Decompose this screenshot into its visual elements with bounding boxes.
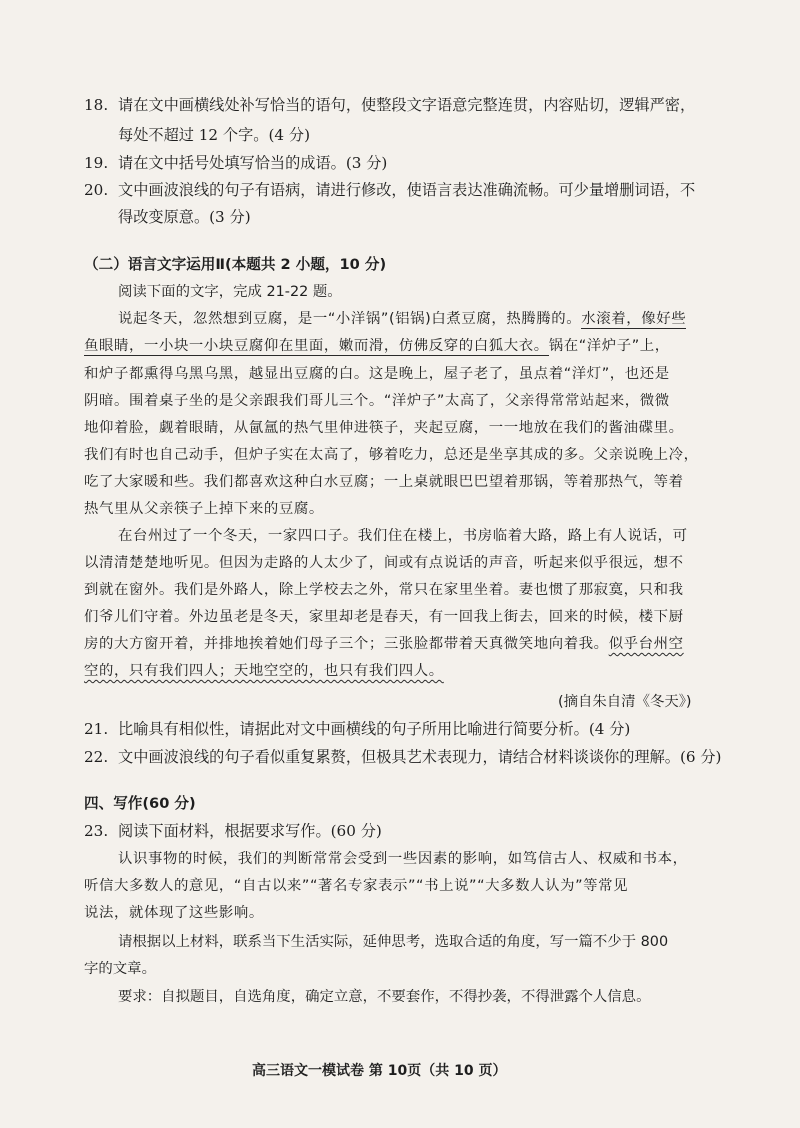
- question-text: 比喻具有相似性，请据此对文中画横线的句子所用比喻进行简要分析。(4 分): [118, 720, 631, 738]
- question-text: 阅读下面材料，根据要求写作。(60 分): [118, 822, 382, 840]
- question-text: 文中画波浪线的句子有语病，请进行修改，使语言表达准确流畅。可少量增删词语，不: [118, 181, 696, 199]
- question-21: [84, 718, 630, 740]
- wavy-sentence: 似乎台州空: [608, 636, 684, 652]
- passage-p1-line7: 吃了大家暖和些。我们都喜欢这种白水豆腐；一上桌就眼巴巴望着那锅，等着那热气，等着: [84, 474, 684, 490]
- material-line2: 听信大多数人的意见，“自古以来”“著名专家表示”“书上说”“大多数人认为”等常见: [84, 878, 629, 894]
- question-number: 19.: [84, 154, 109, 172]
- question-18-line1: [84, 94, 695, 116]
- passage-p2-line6: [84, 660, 444, 682]
- underlined-sentence: 鱼眼睛，一小块一小块豆腐仰在里面，嫩而滑，仿佛反穿的白狐大衣。: [84, 338, 549, 354]
- question-text: 请在文中画横线处补写恰当的语句，使整段文字语意完整连贯，内容贴切，逻辑严密，: [118, 96, 696, 114]
- question-text: 文中画波浪线的句子看似重复累赘，但极具艺术表现力，请结合材料谈谈你的理解。(6 分): [118, 748, 722, 766]
- passage-text: 说起冬天，忽然想到豆腐，是一“小洋锅”(铝锅)白煮豆腐，热腾腾的。: [118, 311, 582, 327]
- question-number: 20.: [84, 181, 109, 199]
- passage-p1-line1: [118, 308, 686, 330]
- question-number: 21.: [84, 720, 109, 738]
- section2-intro: 阅读下面的文字，完成 21-22 题。: [118, 284, 342, 300]
- passage-p1-line6: 我们有时也自己动手，但炉子实在太高了，够着吃力，总还是坐享其成的多。父亲说晚上冷，: [84, 447, 699, 463]
- passage-p1-line5: 地仰着脸，觑着眼睛，从氤氲的热气里伸进筷子，夹起豆腐，一一地放在我们的酱油碟里。: [84, 420, 684, 436]
- passage-p2-line1: 在台州过了一个冬天，一家四口子。我们住在楼上，书房临着大路，路上有人说话，可: [118, 528, 688, 544]
- passage-p1-line2: [84, 335, 670, 357]
- passage-text: 锅在“洋炉子”上，: [548, 338, 670, 354]
- underlined-sentence: 水滚着，像好些: [581, 311, 687, 327]
- section2-heading: （二）语言文字运用Ⅱ(本题共 2 小题，10 分): [84, 256, 387, 273]
- passage-text: 房的大方窗开着，并排地挨着她们母子三个；三张脸都带着天真微笑地向着我。: [84, 636, 609, 652]
- passage-p2-line2: 以清清楚楚地听见。但因为走路的人太少了，间或有点说话的声音，听起来似乎很远，想不: [84, 555, 684, 571]
- question-23: [84, 820, 382, 842]
- section4-heading: 四、写作(60 分): [84, 795, 196, 812]
- requirement-line3: 要求：自拟题目，自选角度，确定立意，不要套作，不得抄袭，不得泄露个人信息。: [118, 989, 651, 1005]
- passage-p1-line3: 和炉子都熏得乌黑乌黑，越显出豆腐的白。这是晚上，屋子老了，虽点着“洋灯”，也还是: [84, 366, 670, 382]
- page-footer: 高三语文一模试卷 第 10页（共 10 页）: [252, 1063, 507, 1079]
- question-22: [84, 746, 721, 768]
- passage-p1-line4: 阴暗。围着桌子坐的是父亲跟我们哥儿三个。“洋炉子”太高了，父亲得常常站起来，微微: [84, 393, 670, 409]
- question-number: 22.: [84, 748, 109, 766]
- question-20-line2: 得改变原意。(3 分): [118, 208, 251, 226]
- material-line1: 认识事物的时候，我们的判断常常会受到一些因素的影响，如笃信古人、权威和书本，: [118, 851, 688, 867]
- passage-p2-line4: 们爷儿们守着。外边虽老是冬天，家里却老是春天，有一回我上街去，回来的时候，楼下厨: [84, 609, 684, 625]
- requirement-line2: 字的文章。: [84, 961, 156, 977]
- question-text: 请在文中括号处填写恰当的成语。(3 分): [118, 154, 388, 172]
- question-20-line1: [84, 179, 695, 201]
- question-19: [84, 152, 387, 174]
- passage-p1-line8: 热气里从父亲筷子上掉下来的豆腐。: [84, 501, 324, 517]
- material-line3: 说法，就体现了这些影响。: [84, 905, 264, 921]
- passage-p2-line5: [84, 633, 684, 655]
- passage-source: (摘自朱自清《冬天》): [558, 694, 692, 710]
- question-18-line2: 每处不超过 12 个字。(4 分): [118, 126, 311, 144]
- requirement-line1: 请根据以上材料，联系当下生活实际，延伸思考，选取合适的角度，写一篇不少于 800: [118, 934, 669, 950]
- passage-p2-line3: 到就在窗外。我们是外路人，除上学校去之外，常只在家里坐着。妻也惯了那寂寞，只和我: [84, 582, 684, 598]
- wavy-sentence: 空的，只有我们四人；天地空空的，也只有我们四人。: [84, 663, 444, 679]
- question-number: 18.: [84, 96, 109, 114]
- question-number: 23.: [84, 822, 109, 840]
